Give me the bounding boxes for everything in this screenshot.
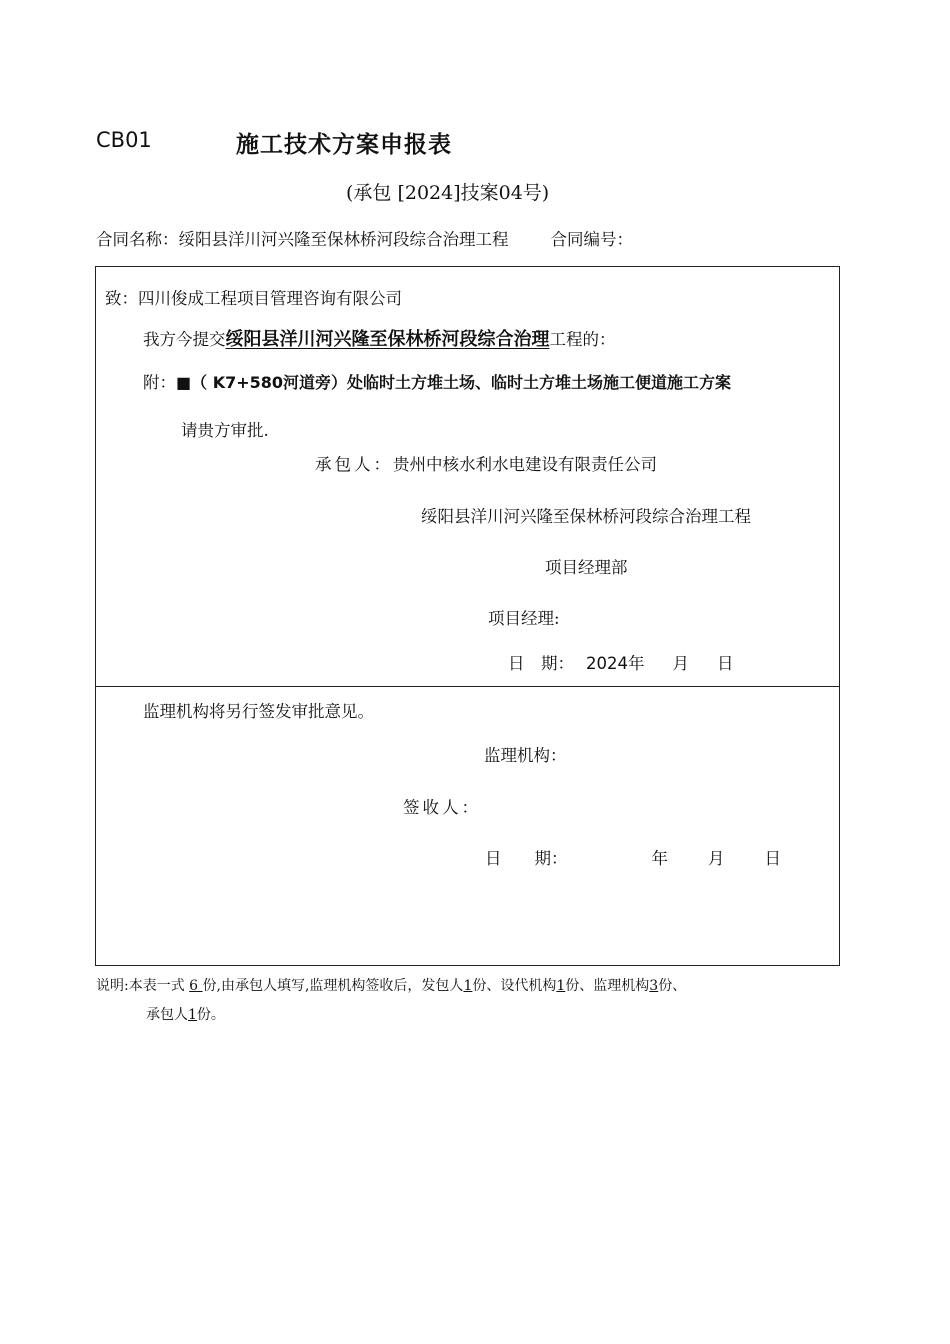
day-unit: 日 [717, 654, 734, 673]
note-text: 承包人 [146, 1007, 188, 1023]
contract-no-label: 合同编号： [550, 230, 633, 249]
year-unit: 年 [628, 654, 645, 673]
supervision-date-label: 日 期： [485, 849, 568, 868]
form-note [96, 972, 846, 1030]
note-text: 份、 [658, 978, 687, 994]
recipient-name: 四川俊成工程项目管理咨询有限公司 [138, 289, 402, 308]
contractor-line [315, 451, 657, 475]
project-dept-line1: 绥阳县洋川河兴隆至保林桥河段综合治理工程 [421, 507, 751, 526]
page-title: 施工技术方案申报表 [236, 132, 452, 158]
approval-request: 请贵方审批. [181, 421, 269, 440]
copies-owner: 1 [463, 978, 473, 994]
contract-name-label: 合同名称： [96, 230, 179, 249]
contractor-label: 承包人： [315, 455, 393, 474]
note-text: 份、监理机构 [565, 978, 650, 994]
contract-name: 绥阳县洋川河兴隆至保林桥河段综合治理工程 [178, 230, 509, 249]
supervision-opinion: 监理机构将另行签发审批意见。 [143, 702, 374, 721]
attach-label: 附： [143, 373, 176, 392]
attachment-title: ■（ K7+580河道旁）处临时土方堆土场、临时土方堆土场施工便道施工方案 [176, 373, 732, 392]
month-unit: 月 [672, 654, 689, 673]
to-label: 致： [105, 289, 138, 308]
supervision-month-unit: 月 [708, 849, 725, 868]
submission-date-line [508, 650, 734, 674]
note-text: 份、设代机构 [472, 978, 557, 994]
note-text: 份,由承包人填写,监理机构签收后，发包人 [202, 978, 464, 994]
date-year: 2024 [586, 654, 628, 673]
attachment-line [143, 369, 731, 393]
recipient-line [105, 285, 402, 309]
contractor-name: 贵州中核水利水电建设有限责任公司 [393, 455, 657, 474]
supervision-org-label: 监理机构： [484, 746, 567, 765]
intro-suffix: 工程的： [549, 330, 616, 349]
receiver-label: 签收人： [403, 798, 481, 817]
supervision-year-unit: 年 [651, 849, 668, 868]
contract-line [96, 226, 633, 250]
project-name: 绥阳县洋川河兴隆至保林桥河段综合治理 [225, 329, 550, 350]
form-code: CB01 [96, 128, 152, 152]
form-table [95, 266, 840, 966]
project-dept-line2: 项目经理部 [545, 558, 628, 577]
copies-supervision: 3 [649, 978, 659, 994]
section-divider [96, 686, 839, 687]
note-text: 份。 [196, 1007, 225, 1023]
date-label: 日 期： [508, 654, 574, 673]
document-number: (承包 [2024]技案04号) [346, 182, 550, 204]
intro-prefix: 我方今提交 [143, 330, 226, 349]
copies-contractor: 1 [188, 1007, 197, 1023]
supervision-date-line [485, 845, 781, 869]
intro-line [143, 325, 616, 351]
copies-design: 1 [556, 978, 566, 994]
project-manager-label: 项目经理: [488, 609, 560, 628]
note-text: 说明:本表一式 [96, 978, 190, 994]
supervision-day-unit: 日 [764, 849, 781, 868]
copies-total: 6 [189, 978, 203, 994]
